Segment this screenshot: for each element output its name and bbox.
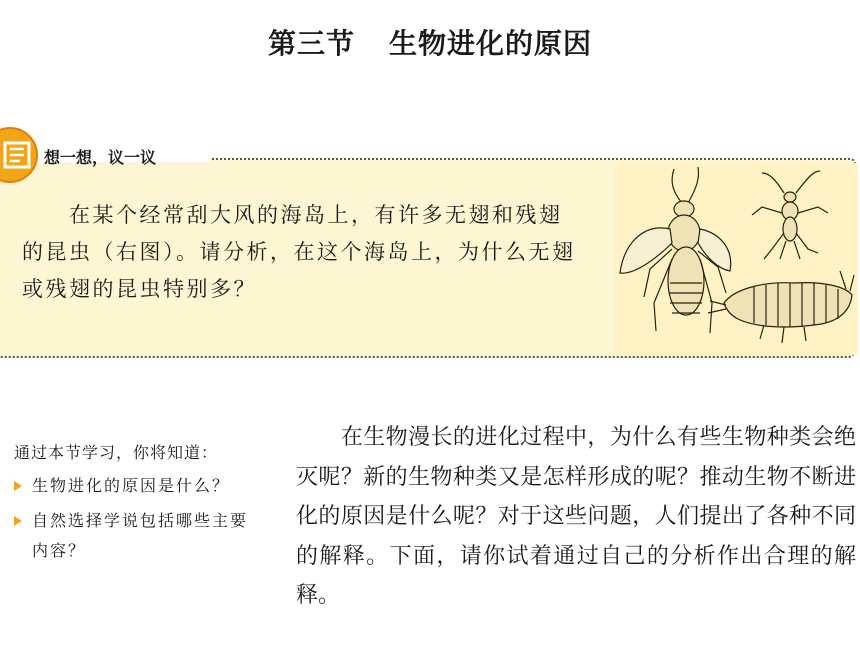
goals-intro: 通过本节学习，你将知道： <box>14 443 219 462</box>
think-discuss-icon <box>0 127 38 183</box>
section-title: 生物进化的原因 <box>389 27 593 60</box>
wingless-insect-illustration <box>752 171 828 259</box>
winged-insect-illustration <box>620 167 731 333</box>
goal-item-text: 自然选择学说包括哪些主要内容？ <box>32 511 249 560</box>
page-title <box>0 22 860 62</box>
section-number: 第三节 <box>267 27 355 60</box>
goal-item-text: 生物进化的原因是什么？ <box>32 476 231 495</box>
goal-item <box>14 506 264 566</box>
learning-goals <box>14 440 264 571</box>
body-paragraph: 在生物漫长的进化过程中，为什么有些生物种类会绝灭呢？新的生物种类又是怎样形成的呢？推动生物不断进化的原因是什么呢？对于这些问题，人们提出了各种不同的解释。下面，请你试着通过自己的分析作出合理的解释。 <box>296 425 856 608</box>
larva-illustration <box>708 271 854 343</box>
triangle-bullet-icon <box>14 516 22 526</box>
triangle-bullet-icon <box>14 481 22 491</box>
goal-item <box>14 471 264 501</box>
insect-figure <box>614 163 858 355</box>
think-discuss-text: 在某个经常刮大风的海岛上，有许多无翅和残翅的昆虫（右图）。请分析，在这个海岛上，为什么无翅或残翅的昆虫特别多？ <box>22 203 576 301</box>
think-discuss-label: 想一想，议一议 <box>44 148 157 167</box>
